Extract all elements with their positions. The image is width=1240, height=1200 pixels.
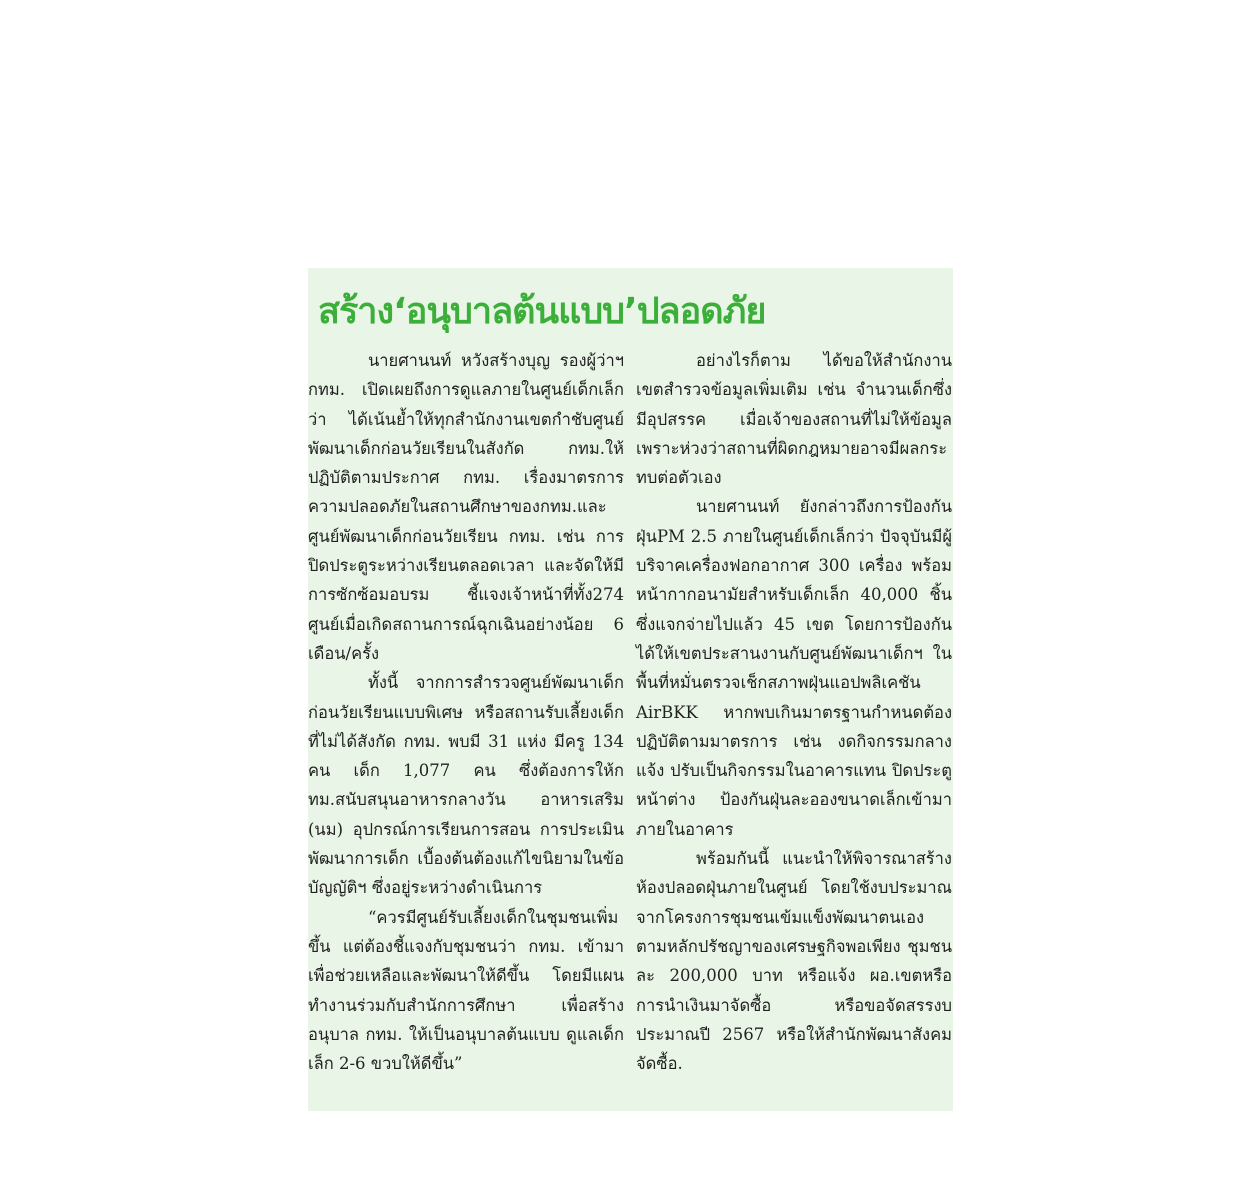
right-column bbox=[636, 346, 952, 1078]
paragraph: ทั้งนี้ จากการสำรวจศูนย์พัฒนาเด็กก่อนวัยเรียนแบบพิเศษ หรือสถานรับเลี้ยงเด็กที่ไม่ได้สังกัด กทม. พบมี 31 แห่ง มีครู 134 คน เด็ก 1,077 คน ซึ่งต้องการให้กทม.สนับสนุนอาหารกลางวัน อาหารเสริม (นม) อุปกรณ์การเรียนการสอน การประเมินพัฒนาการเด็ก เบื้องต้นต้องแก้ไขนิยามในข้อบัญญัติฯ ซึ่งอยู่ระหว่างดำเนินการ bbox=[308, 673, 624, 898]
news-clipping bbox=[308, 268, 953, 1111]
left-column bbox=[308, 346, 624, 1078]
paragraph: พร้อมกันนี้ แนะนำให้พิจารณาสร้างห้องปลอดฝุ่นภายในศูนย์ โดยใช้งบประมาณจากโครงการชุมชนเข้มแข็งพัฒนาตนเองตามหลักปรัชญาของเศรษฐกิจพอเพียง ชุมชนละ 200,000 บาท หรือแจ้ง ผอ.เขตหรือการนำเงินมาจัดซื้อ หรือขอจัดสรรงบประมาณปี 2567 หรือให้สำนักพัฒนาสังคมจัดซื้อ. bbox=[636, 849, 952, 1074]
paragraph: นายศานนท์ ยังกล่าวถึงการป้องกันฝุ่นPM 2.5 ภายในศูนย์เด็กเล็กว่า ปัจจุบันมีผู้บริจาคเครื่องฟอกอากาศ 300 เครื่อง พร้อมหน้ากากอนามัยสำหรับเด็กเล็ก 40,000 ชิ้น ซึ่งแจกจ่ายไปแล้ว 45 เขต โดยการป้องกันได้ให้เขตประสานงานกับศูนย์พัฒนาเด็กฯ ในพื้นที่หมั่นตรวจเช็กสภาพฝุ่นแอปพลิเคชัน AirBKK หากพบเกินมาตรฐานกำหนดต้องปฏิบัติตามมาตรการ เช่น งดกิจกรรมกลางแจ้ง ปรับเป็นกิจกรรมในอาคารแทน ปิดประตูหน้าต่าง ป้องกันฝุ่นละอองขนาดเล็กเข้ามาภายในอาคาร bbox=[636, 497, 952, 839]
paragraph: อย่างไรก็ตาม ได้ขอให้สำนักงานเขตสำรวจข้อมูลเพิ่มเติม เช่น จำนวนเด็กซึ่งมีอุปสรรค เมื่อเจ้าของสถานที่ไม่ให้ข้อมูลเพราะห่วงว่าสถานที่ผิดกฎหมายอาจมีผลกระทบต่อตัวเอง bbox=[636, 351, 952, 488]
paragraph: นายศานนท์ หวังสร้างบุญ รองผู้ว่าฯ กทม. เปิดเผยถึงการดูแลภายในศูนย์เด็กเล็กว่า ได้เน้นย้ำให้ทุกสำนักงานเขตกำชับศูนย์พัฒนาเด็กก่อนวัยเรียนในสังกัด กทม.ให้ปฏิบัติตามประกาศ กทม. เรื่องมาตรการความปลอดภัยในสถานศึกษาของกทม.และศูนย์พัฒนาเด็กก่อนวัยเรียน กทม. เช่น การปิดประตูระหว่างเรียนตลอดเวลา และจัดให้มีการซักซ้อมอบรม ชี้แจงเจ้าหน้าที่ทั้ง274 ศูนย์เมื่อเกิดสถานการณ์ฉุกเฉินอย่างน้อย 6 เดือน/ครั้ง bbox=[308, 351, 624, 663]
quote-paragraph: “ควรมีศูนย์รับเลี้ยงเด็กในชุมชนเพิ่มขึ้น แต่ต้องชี้แจงกับชุมชนว่า กทม. เข้ามาเพื่อช่วยเหลือและพัฒนาให้ดีขึ้น โดยมีแผนทำงานร่วมกับสำนักการศึกษา เพื่อสร้างอนุบาล กทม. ให้เป็นอนุบาลต้นแบบ ดูแลเด็กเล็ก 2-6 ขวบให้ดีขึ้น” bbox=[308, 907, 624, 1074]
article-headline: สร้าง‘อนุบาลต้นแบบ’ปลอดภัย bbox=[318, 291, 766, 332]
